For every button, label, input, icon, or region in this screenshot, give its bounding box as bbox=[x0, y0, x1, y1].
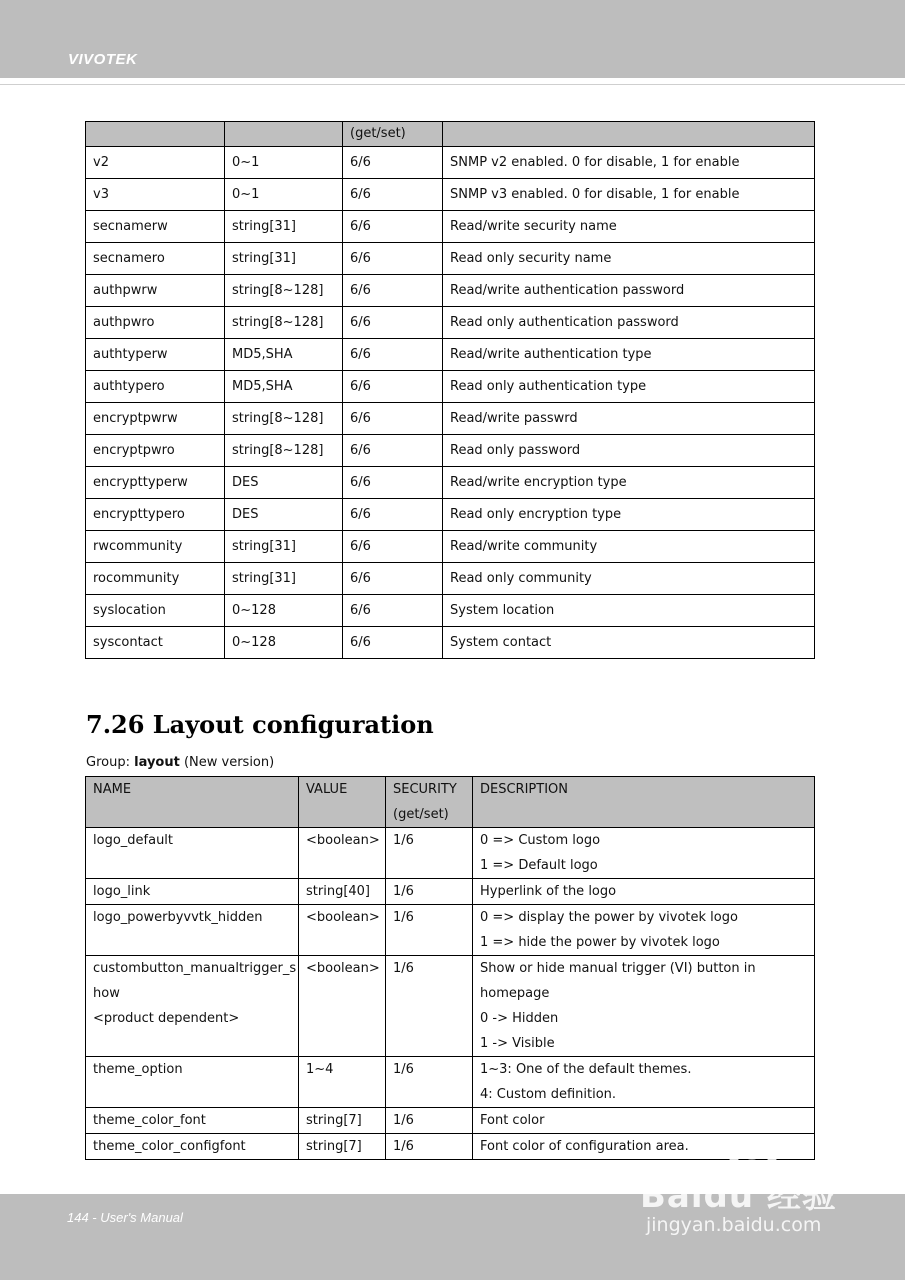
cell-value: string[8~128] bbox=[225, 435, 343, 467]
cell-name bbox=[86, 1134, 299, 1160]
header-cell bbox=[443, 122, 815, 147]
cell-security: 1/6 bbox=[386, 956, 473, 1057]
cell-value: <boolean> bbox=[299, 956, 386, 1057]
cell-name: secnamerw bbox=[86, 211, 225, 243]
header-security-sub: (get/set) bbox=[393, 807, 449, 822]
cell-description: System location bbox=[443, 595, 815, 627]
cell-description: Read/write passwrd bbox=[443, 403, 815, 435]
cell-name-line: how bbox=[93, 986, 120, 1001]
cell-value: MD5,SHA bbox=[225, 371, 343, 403]
cell-description: Read only password bbox=[443, 435, 815, 467]
cell-description: Read only encryption type bbox=[443, 499, 815, 531]
cell-name: authtyperw bbox=[86, 339, 225, 371]
table-row bbox=[86, 627, 815, 659]
cell-name: encrypttyperw bbox=[86, 467, 225, 499]
table-header-row bbox=[86, 777, 815, 828]
cell-security: 1/6 bbox=[386, 1134, 473, 1160]
header-divider bbox=[0, 84, 905, 85]
cell-value: MD5,SHA bbox=[225, 339, 343, 371]
cell-value: 0~128 bbox=[225, 595, 343, 627]
header-cell bbox=[86, 122, 225, 147]
cell-value: <boolean> bbox=[299, 828, 386, 879]
cell-security: 6/6 bbox=[343, 307, 443, 339]
cell-security: 6/6 bbox=[343, 179, 443, 211]
cell-name: encryptpwrw bbox=[86, 403, 225, 435]
group-line bbox=[86, 755, 274, 770]
cell-security: 6/6 bbox=[343, 531, 443, 563]
cell-name bbox=[86, 828, 299, 879]
cell-description-line: 4: Custom definition. bbox=[480, 1087, 617, 1102]
header-name: NAME bbox=[86, 777, 299, 828]
watermark-url: jingyan.baidu.com bbox=[646, 1214, 822, 1236]
cell-name: syscontact bbox=[86, 627, 225, 659]
cell-value: string[31] bbox=[225, 243, 343, 275]
cell-description bbox=[473, 828, 815, 879]
cell-name: authpwro bbox=[86, 307, 225, 339]
cell-security: 6/6 bbox=[343, 211, 443, 243]
group-prefix: Group: bbox=[86, 755, 130, 770]
cell-name-line: logo_default bbox=[93, 833, 174, 848]
cell-name-line: logo_link bbox=[93, 884, 151, 899]
cell-security: 1/6 bbox=[386, 1108, 473, 1134]
table-row bbox=[86, 1057, 815, 1108]
table-row bbox=[86, 211, 815, 243]
table-row bbox=[86, 307, 815, 339]
cell-description: Read/write authentication password bbox=[443, 275, 815, 307]
cell-description: SNMP v2 enabled. 0 for disable, 1 for enable bbox=[443, 147, 815, 179]
cell-description-line: Font color bbox=[480, 1113, 545, 1128]
table-row bbox=[86, 435, 815, 467]
cell-name: encrypttypero bbox=[86, 499, 225, 531]
layout-parameter-table bbox=[85, 776, 815, 1160]
cell-description-line: 1~3: One of the default themes. bbox=[480, 1062, 692, 1077]
table-row bbox=[86, 371, 815, 403]
cell-description-line: 0 -> Hidden bbox=[480, 1011, 559, 1026]
cell-security: 6/6 bbox=[343, 147, 443, 179]
cell-value: string[31] bbox=[225, 211, 343, 243]
cell-name bbox=[86, 1108, 299, 1134]
table-row bbox=[86, 1108, 815, 1134]
cell-value: string[31] bbox=[225, 563, 343, 595]
cell-security: 6/6 bbox=[343, 371, 443, 403]
table-row bbox=[86, 275, 815, 307]
cell-description-line: homepage bbox=[480, 986, 550, 1001]
cell-description bbox=[473, 956, 815, 1057]
cell-name: authtypero bbox=[86, 371, 225, 403]
cell-name-line: theme_color_font bbox=[93, 1113, 206, 1128]
cell-name bbox=[86, 1057, 299, 1108]
cell-description bbox=[473, 879, 815, 905]
table-row bbox=[86, 339, 815, 371]
cell-security: 6/6 bbox=[343, 243, 443, 275]
cell-value: string[7] bbox=[299, 1134, 386, 1160]
table-row bbox=[86, 956, 815, 1057]
cell-description-line: 0 => display the power by vivotek logo bbox=[480, 910, 738, 925]
table-row bbox=[86, 1134, 815, 1160]
snmp-parameter-table bbox=[85, 121, 815, 659]
cell-description: Read only authentication password bbox=[443, 307, 815, 339]
group-suffix: (New version) bbox=[183, 755, 275, 770]
table-row bbox=[86, 905, 815, 956]
page-footer bbox=[0, 1194, 905, 1280]
cell-value: string[8~128] bbox=[225, 275, 343, 307]
cell-description: Read/write security name bbox=[443, 211, 815, 243]
cell-value: <boolean> bbox=[299, 905, 386, 956]
header-value: VALUE bbox=[299, 777, 386, 828]
cell-description-line: 1 -> Visible bbox=[480, 1036, 555, 1051]
group-name: layout bbox=[134, 755, 180, 770]
cell-name-line: theme_option bbox=[93, 1062, 183, 1077]
header-cell-security: (get/set) bbox=[343, 122, 443, 147]
cell-description: SNMP v3 enabled. 0 for disable, 1 for enable bbox=[443, 179, 815, 211]
cell-value: string[7] bbox=[299, 1108, 386, 1134]
cell-name: rocommunity bbox=[86, 563, 225, 595]
cell-description-line: Font color of configuration area. bbox=[480, 1139, 689, 1154]
cell-description-line: 1 => Default logo bbox=[480, 858, 598, 873]
cell-security: 6/6 bbox=[343, 435, 443, 467]
table-row bbox=[86, 595, 815, 627]
cell-value: 0~1 bbox=[225, 147, 343, 179]
cell-value: 1~4 bbox=[299, 1057, 386, 1108]
cell-value: DES bbox=[225, 499, 343, 531]
cell-value: string[8~128] bbox=[225, 403, 343, 435]
cell-security: 6/6 bbox=[343, 499, 443, 531]
cell-security: 1/6 bbox=[386, 905, 473, 956]
header-cell bbox=[225, 122, 343, 147]
cell-security: 6/6 bbox=[343, 275, 443, 307]
cell-name: rwcommunity bbox=[86, 531, 225, 563]
cell-name bbox=[86, 879, 299, 905]
cell-description: Read only community bbox=[443, 563, 815, 595]
cell-security: 6/6 bbox=[343, 467, 443, 499]
cell-name: syslocation bbox=[86, 595, 225, 627]
cell-security: 1/6 bbox=[386, 828, 473, 879]
cell-security: 6/6 bbox=[343, 595, 443, 627]
table-row bbox=[86, 147, 815, 179]
cell-description-line: 1 => hide the power by vivotek logo bbox=[480, 935, 720, 950]
table-row bbox=[86, 563, 815, 595]
header-description: DESCRIPTION bbox=[473, 777, 815, 828]
cell-security: 1/6 bbox=[386, 879, 473, 905]
table-row bbox=[86, 179, 815, 211]
table-row bbox=[86, 467, 815, 499]
cell-name-line: custombutton_manualtrigger_s bbox=[93, 961, 297, 976]
cell-name bbox=[86, 905, 299, 956]
cell-name: v3 bbox=[86, 179, 225, 211]
section-title: 7.26 Layout configuration bbox=[86, 710, 434, 739]
cell-description: Read/write authentication type bbox=[443, 339, 815, 371]
cell-description: Read/write encryption type bbox=[443, 467, 815, 499]
cell-name-line: logo_powerbyvvtk_hidden bbox=[93, 910, 263, 925]
cell-value: 0~128 bbox=[225, 627, 343, 659]
table-row bbox=[86, 531, 815, 563]
table-row bbox=[86, 879, 815, 905]
cell-description-line: 0 => Custom logo bbox=[480, 833, 601, 848]
cell-description bbox=[473, 1057, 815, 1108]
table-row bbox=[86, 403, 815, 435]
cell-name-line: theme_color_configfont bbox=[93, 1139, 246, 1154]
footer-page-label: 144 - User's Manual bbox=[67, 1210, 183, 1225]
table-row bbox=[86, 499, 815, 531]
cell-name: secnamero bbox=[86, 243, 225, 275]
header-security-label: SECURITY bbox=[393, 782, 457, 797]
cell-security: 6/6 bbox=[343, 339, 443, 371]
cell-value: string[8~128] bbox=[225, 307, 343, 339]
cell-security: 6/6 bbox=[343, 627, 443, 659]
cell-name: encryptpwro bbox=[86, 435, 225, 467]
cell-value: string[31] bbox=[225, 531, 343, 563]
cell-description-line: Hyperlink of the logo bbox=[480, 884, 617, 899]
cell-description: Read/write community bbox=[443, 531, 815, 563]
cell-description: Read only security name bbox=[443, 243, 815, 275]
cell-name-line: <product dependent> bbox=[93, 1011, 240, 1026]
cell-security: 6/6 bbox=[343, 403, 443, 435]
cell-name: v2 bbox=[86, 147, 225, 179]
cell-value: DES bbox=[225, 467, 343, 499]
cell-description-line: Show or hide manual trigger (VI) button in bbox=[480, 961, 756, 976]
brand-logo: VIVOTEK bbox=[68, 51, 138, 68]
cell-description: Read only authentication type bbox=[443, 371, 815, 403]
cell-description: System contact bbox=[443, 627, 815, 659]
table-header-row bbox=[86, 122, 815, 147]
header-security bbox=[386, 777, 473, 828]
table-row bbox=[86, 828, 815, 879]
cell-value: 0~1 bbox=[225, 179, 343, 211]
cell-security: 1/6 bbox=[386, 1057, 473, 1108]
cell-name bbox=[86, 956, 299, 1057]
table-row bbox=[86, 243, 815, 275]
cell-value: string[40] bbox=[299, 879, 386, 905]
cell-description bbox=[473, 1108, 815, 1134]
cell-description bbox=[473, 1134, 815, 1160]
cell-name: authpwrw bbox=[86, 275, 225, 307]
cell-security: 6/6 bbox=[343, 563, 443, 595]
watermark-logo-text: Baidu 经验 bbox=[640, 1176, 837, 1216]
cell-description bbox=[473, 905, 815, 956]
